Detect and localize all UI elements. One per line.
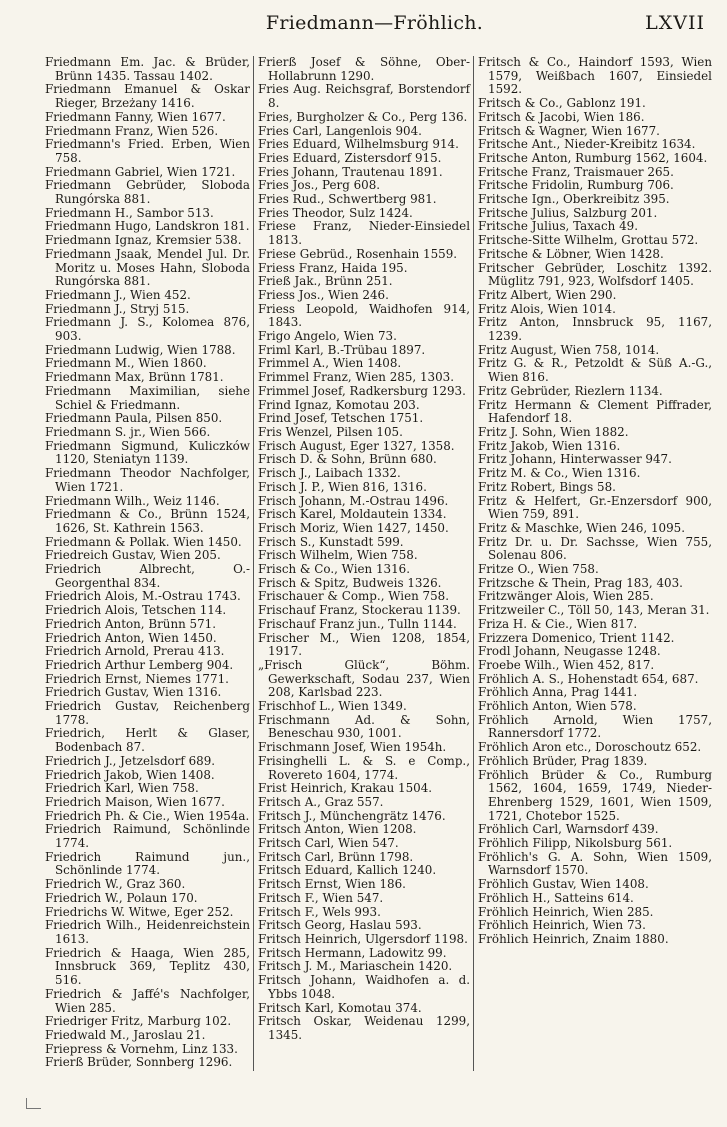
directory-entry: Friedrich, Herlt & Glaser, Bodenbach 87. [45, 726, 250, 755]
directory-entry: Fröhlich Brüder & Co., Rumburg 1562, 1604, 1659, 1749, Nieder-Ehrenberg 1529, 1601, Wien 1509, 1721, Chotebor 1525. [478, 767, 712, 823]
directory-entry: Friedrich Gustav, Reichenberg 1778. [45, 699, 250, 727]
directory-entry: Fröhlich Arnold, Wien 1757, Rannersdorf 1772. [478, 712, 712, 741]
directory-entry: Friepress & Vornehm, Linz 133. [45, 1041, 238, 1056]
directory-entry: Friedmann Ignaz, Kremsier 538. [45, 233, 242, 248]
directory-entry: Friedreich Gustav, Wien 205. [45, 548, 221, 563]
directory-entry: Fritsche & Löbner, Wien 1428. [478, 246, 664, 261]
directory-entry: Friedrich Wilh., Heidenreichstein 1613. [45, 918, 250, 946]
directory-entry: Frierß Brüder, Sonnberg 1296. [45, 1055, 233, 1070]
directory-entry: Fritsche Ign., Oberkreibitz 395. [478, 192, 670, 207]
directory-entry: Fritsch J. M., Mariaschein 1420. [258, 959, 453, 974]
directory-entry: Fritz Alois, Wien 1014. [478, 301, 616, 316]
directory-entry: Fritz Jakob, Wien 1316. [478, 438, 621, 453]
directory-entry: Friedrich J., Jetzelsdorf 689. [45, 753, 216, 768]
directory-entry: Fritsch J., Münchengrätz 1476. [258, 808, 446, 823]
directory-entry: Frodl Johann, Neugasse 1248. [478, 644, 661, 659]
directory-entry: Frisch S., Kunstadt 599. [258, 534, 404, 549]
directory-entry: Frind Josef, Tetschen 1751. [258, 411, 424, 426]
directory-entry: Friese Franz, Nieder-Einsiedel 1813. [258, 219, 470, 248]
directory-entry: Fritsch & Co., Haindorf 1593, Wien 1579, Weißbach 1607, Einsiedel 1592. [478, 55, 712, 97]
directory-entry: Fries Eduard, Zistersdorf 915. [258, 150, 442, 165]
column-right [478, 56, 712, 947]
directory-entry: Friedmann Maximilian, siehe Schiel & Friedmann. [45, 383, 250, 412]
directory-entry: Friedrich Anton, Brünn 571. [45, 616, 217, 631]
directory-entry: Friml Karl, B.-Trübau 1897. [258, 342, 426, 357]
directory-entry: Fritsch Karl, Komotau 374. [258, 1000, 422, 1015]
directory-entry: Fritsch Ernst, Wien 186. [258, 877, 406, 892]
directory-entry: Frisch Johann, M.-Ostrau 1496. [258, 493, 449, 508]
directory-entry: Fries Jos., Perg 608. [258, 178, 381, 193]
directory-entry: Friess Leopold, Waidhofen 914, 1843. [258, 301, 470, 330]
page-number: LXVII [645, 12, 705, 34]
directory-entry: Friedmann Jsaak, Mendel Jul. Dr. Moritz u. Moses Hahn, Sloboda Rungórska 881. [45, 246, 250, 289]
directory-entry: Friedmann S. jr., Wien 566. [45, 424, 211, 439]
directory-entry: Fritsch & Jacobi, Wien 186. [478, 109, 645, 124]
directory-entry: Fröhlich Anton, Wien 578. [478, 699, 637, 714]
directory-entry: Friedrich & Jaffé's Nachfolger, Wien 285. [45, 986, 250, 1015]
directory-entry: Fritz & Maschke, Wien 246, 1095. [478, 520, 685, 535]
directory-entry: Fritsch Oskar, Weidenau 1299, 1345. [258, 1014, 470, 1042]
directory-entry: Fritsch Anton, Wien 1208. [258, 822, 417, 837]
directory-entry: Fröhlich Aron etc., Doroschoutz 652. [478, 740, 702, 755]
directory-entry: Fritsch Carl, Wien 547. [258, 836, 399, 851]
directory-entry: Frischhof L., Wien 1349. [258, 699, 407, 714]
directory-entry: Friedmann Hugo, Landskron 181. [45, 219, 250, 234]
directory-entry: Fritscher Gebrüder, Loschitz 1392. Müglitz 791, 923, Wolfsdorf 1405. [478, 260, 712, 289]
directory-entry: Fröhlich Filipp, Nikolsburg 561. [478, 836, 673, 851]
directory-entry: Friedrich W., Polaun 170. [45, 890, 198, 905]
directory-entry: Fröhlich H., Satteins 614. [478, 890, 634, 905]
directory-entry: Fries Johann, Trautenau 1891. [258, 164, 443, 179]
directory-entry: Friess Jos., Wien 246. [258, 287, 389, 302]
directory-entry: Fritze O., Wien 758. [478, 562, 599, 577]
directory-entry: Friedrich Raimund, Schönlinde 1774. [45, 822, 250, 851]
directory-entry: Friess Franz, Haida 195. [258, 260, 408, 275]
directory-entry: Fris Wenzel, Pilsen 105. [258, 424, 403, 439]
directory-entry: Friedmann M., Wien 1860. [45, 356, 207, 371]
directory-entry: Friese Gebrüd., Rosenhain 1559. [258, 246, 458, 261]
directory-entry: Frisch August, Eger 1327, 1358. [258, 438, 455, 453]
directory-entry: Frist Heinrich, Krakau 1504. [258, 781, 433, 796]
directory-entry: Friedmann J., Stryj 515. [45, 301, 190, 316]
directory-entry: Friedmann's Fried. Erben, Wien 758. [45, 137, 250, 165]
directory-entry: Friedrich Arnold, Prerau 413. [45, 644, 225, 659]
directory-entry: Fritsche Julius, Taxach 49. [478, 219, 639, 234]
directory-entry: Fritz Robert, Bings 58. [478, 479, 616, 494]
directory-entry: Friedrichs W. Witwe, Eger 252. [45, 904, 234, 919]
directory-entry: Fritzsche & Thein, Prag 183, 403. [478, 575, 683, 590]
directory-entry: Frisch Karel, Moldautein 1334. [258, 507, 447, 522]
directory-entry: Friedrich Albrecht, O.-Georgenthal 834. [45, 562, 250, 590]
directory-entry: Frizzera Domenico, Trient 1142. [478, 630, 675, 645]
directory-entry: Fritz M. & Co., Wien 1316. [478, 466, 641, 481]
directory-entry: Frisch & Spitz, Budweis 1326. [258, 575, 442, 590]
directory-entry: Fritz J. Sohn, Wien 1882. [478, 424, 629, 439]
directory-entry: Friedrich Ernst, Niemes 1771. [45, 671, 229, 686]
corner-mark [26, 1098, 41, 1109]
column-divider [473, 56, 474, 1071]
directory-entry: Fritsch F., Wien 547. [258, 890, 384, 905]
directory-entry: Fritsch & Wagner, Wien 1677. [478, 123, 660, 138]
directory-entry: Frierß Josef & Söhne, Ober-Hollabrunn 1290. [258, 55, 470, 83]
directory-entry: Fritzweiler C., Töll 50, 143, Meran 31. [478, 603, 710, 618]
directory-entry: Fritz G. & R., Petzoldt & Süß A.-G., Wien 816. [478, 356, 712, 385]
directory-entry: Froebe Wilh., Wien 452, 817. [478, 657, 655, 672]
directory-entry: Friedrich Arthur Lemberg 904. [45, 657, 234, 672]
directory-entry: Frischer M., Wien 1208, 1854, 1917. [258, 630, 470, 659]
directory-entry: Fritsch A., Graz 557. [258, 794, 384, 809]
directory-entry: Fritz Albert, Wien 290. [478, 287, 617, 302]
directory-entry: Frigo Angelo, Wien 73. [258, 329, 397, 344]
directory-entry: Friedmann Theodor Nachfolger, Wien 1721. [45, 466, 250, 494]
column-divider [253, 56, 254, 1071]
directory-entry: Frischmann Ad. & Sohn, Beneschau 930, 1001. [258, 712, 470, 741]
directory-entry: Fröhlich Heinrich, Wien 285. [478, 904, 654, 919]
directory-entry: Fritz Dr. u. Dr. Sachsse, Wien 755, Solenau 806. [478, 534, 712, 563]
directory-entry: Fritz & Helfert, Gr.-Enzersdorf 900, Wien 759, 891. [478, 493, 712, 522]
directory-entry: Friedrich Maison, Wien 1677. [45, 794, 225, 809]
directory-entry: Fritz August, Wien 758, 1014. [478, 342, 660, 357]
directory-entry: Frieß Jak., Brünn 251. [258, 274, 393, 289]
directory-entry: Frisch J., Laibach 1332. [258, 466, 401, 481]
column-middle [258, 56, 470, 1043]
column-left [45, 56, 250, 1070]
directory-entry: Friedriger Fritz, Marburg 102. [45, 1014, 232, 1029]
directory-entry: Friedmann Wilh., Weiz 1146. [45, 493, 220, 508]
directory-entry: Fritsch Eduard, Kallich 1240. [258, 863, 437, 878]
directory-entry: Friedmann J. S., Kolomea 876, 903. [45, 315, 250, 344]
directory-entry: Friedrich Alois, Tetschen 114. [45, 603, 227, 618]
directory-entry: Frimmel Josef, Radkersburg 1293. [258, 383, 466, 398]
directory-entry: Fritz Gebrüder, Riezlern 1134. [478, 383, 663, 398]
page-header [40, 10, 709, 38]
directory-entry: Fritzwänger Alois, Wien 285. [478, 589, 654, 604]
directory-entry: Friedmann Max, Brünn 1781. [45, 370, 224, 385]
directory-entry: Fröhlich A. S., Hohenstadt 654, 687. [478, 671, 699, 686]
directory-entry: Friedmann & Pollak. Wien 1450. [45, 534, 242, 549]
directory-entry: Fritsch F., Wels 993. [258, 904, 381, 919]
directory-entry: Frisinghelli L. & S. e Comp., Rovereto 1604, 1774. [258, 753, 470, 782]
directory-entry: Frind Ignaz, Komotau 203. [258, 397, 420, 412]
directory-entry: Frisch D. & Sohn, Brünn 680. [258, 452, 437, 467]
directory-entry: Friedrich W., Graz 360. [45, 877, 186, 892]
directory-entry: Friedrich Karl, Wien 758. [45, 781, 199, 796]
directory-entry: Fries Eduard, Wilhelmsburg 914. [258, 137, 459, 152]
directory-entry: Friedrich Gustav, Wien 1316. [45, 685, 222, 700]
directory-entry: Frisch Moriz, Wien 1427, 1450. [258, 520, 449, 535]
directory-entry: Friedmann Em. Jac. & Brüder, Brünn 1435. Tassau 1402. [45, 55, 250, 83]
directory-entry: Friedrich Anton, Wien 1450. [45, 630, 217, 645]
directory-entry: Frischauf Franz jun., Tulln 1144. [258, 616, 457, 631]
directory-entry: Frischmann Josef, Wien 1954h. [258, 740, 447, 755]
directory-entry: Friedmann & Co., Brünn 1524, 1626, St. Kathrein 1563. [45, 507, 250, 535]
directory-entry: Frisch J. P., Wien 816, 1316. [258, 479, 427, 494]
directory-entry: Fröhlich Carl, Warnsdorf 439. [478, 822, 659, 837]
directory-entry: Fröhlich Anna, Prag 1441. [478, 685, 638, 700]
directory-entry: Frisch & Co., Wien 1316. [258, 562, 411, 577]
directory-entry: Fries Aug. Reichsgraf, Borstendorf 8. [258, 82, 470, 111]
directory-entry: Fritsche-Sitte Wilhelm, Grottau 572. [478, 233, 699, 248]
directory-entry: Frimmel A., Wien 1408. [258, 356, 402, 371]
page-title: Friedmann—Fröhlich. [265, 12, 484, 34]
directory-entry: Friedrich Alois, M.-Ostrau 1743. [45, 589, 241, 604]
directory-entry: Friedrich Raimund jun., Schönlinde 1774. [45, 849, 250, 878]
directory-entry: Fries, Burgholzer & Co., Perg 136. [258, 109, 468, 124]
directory-entry: Fröhlich Brüder, Prag 1839. [478, 753, 648, 768]
directory-entry: Friedwald M., Jaroslau 21. [45, 1027, 206, 1042]
directory-entry: Fritsch Georg, Haslau 593. [258, 918, 422, 933]
directory-entry: Frischauer & Comp., Wien 758. [258, 589, 450, 604]
directory-entry: Frisch Wilhelm, Wien 758. [258, 548, 418, 563]
directory-entry: Friedmann Fanny, Wien 1677. [45, 109, 226, 124]
directory-entry: Friedrich & Haaga, Wien 285, Innsbruck 369, Teplitz 430, 516. [45, 945, 250, 988]
directory-entry: Fritsche Fridolin, Rumburg 706. [478, 178, 674, 193]
directory-entry: Friza H. & Cie., Wien 817. [478, 616, 638, 631]
directory-entry: Fritsch Johann, Waidhofen a. d. Ybbs 1048. [258, 973, 470, 1001]
directory-entry: Fries Carl, Langenlois 904. [258, 123, 422, 138]
directory-entry: Fritsch Carl, Brünn 1798. [258, 849, 414, 864]
directory-entry: Friedmann H., Sambor 513. [45, 205, 214, 220]
directory-entry: Friedmann Sigmund, Kuliczków 1120, Steniatyn 1139. [45, 438, 250, 467]
directory-entry: Fritz Johann, Hinterwasser 947. [478, 452, 672, 467]
directory-entry: Fröhlich's G. A. Sohn, Wien 1509, Warnsdorf 1570. [478, 849, 712, 878]
directory-entry: Friedmann Gabriel, Wien 1721. [45, 164, 236, 179]
directory-entry: Friedmann Franz, Wien 526. [45, 123, 219, 138]
directory-entry: Friedmann Emanuel & Oskar Rieger, Brzeżany 1416. [45, 82, 250, 111]
directory-entry: Frimmel Franz, Wien 285, 1303. [258, 370, 454, 385]
directory-entry: Fritsch & Co., Gablonz 191. [478, 96, 646, 111]
directory-entry: Fritz Hermann & Clement Piffrader, Hafendorf 18. [478, 397, 712, 426]
directory-entry: Fritsche Franz, Traismauer 265. [478, 164, 674, 179]
directory-entry: Fritsch Heinrich, Ulgersdorf 1198. [258, 932, 468, 946]
directory-entry: Fries Theodor, Sulz 1424. [258, 205, 413, 220]
directory-entry: Friedmann J., Wien 452. [45, 287, 191, 302]
directory-entry: Friedmann Gebrüder, Sloboda Rungórska 881. [45, 178, 250, 207]
directory-entry: Friedrich Jakob, Wien 1408. [45, 767, 215, 782]
directory-entry: Fritsche Anton, Rumburg 1562, 1604. [478, 150, 708, 165]
directory-entry: Friedmann Ludwig, Wien 1788. [45, 342, 236, 357]
directory-entry: Fries Rud., Schwertberg 981. [258, 192, 437, 207]
directory-entry: Friedrich Ph. & Cie., Wien 1954a. [45, 808, 250, 823]
directory-entry: Fritsche Ant., Nieder-Kreibitz 1634. [478, 137, 696, 152]
directory-entry: Fröhlich Heinrich, Znaim 1880. [478, 932, 669, 946]
directory-entry: Fritsch Hermann, Ladowitz 99. [258, 945, 447, 960]
directory-entry: Fröhlich Heinrich, Wien 73. [478, 918, 646, 933]
directory-entry: „Frisch Glück“, Böhm. Gewerkschaft, Sodau 237, Wien 208, Karlsbad 223. [258, 657, 470, 700]
directory-entry: Frischauf Franz, Stockerau 1139. [258, 603, 461, 618]
directory-entry: Friedmann Paula, Pilsen 850. [45, 411, 223, 426]
directory-entry: Fritz Anton, Innsbruck 95, 1167, 1239. [478, 315, 712, 344]
directory-entry: Fritsche Julius, Salzburg 201. [478, 205, 658, 220]
directory-entry: Fröhlich Gustav, Wien 1408. [478, 877, 649, 892]
